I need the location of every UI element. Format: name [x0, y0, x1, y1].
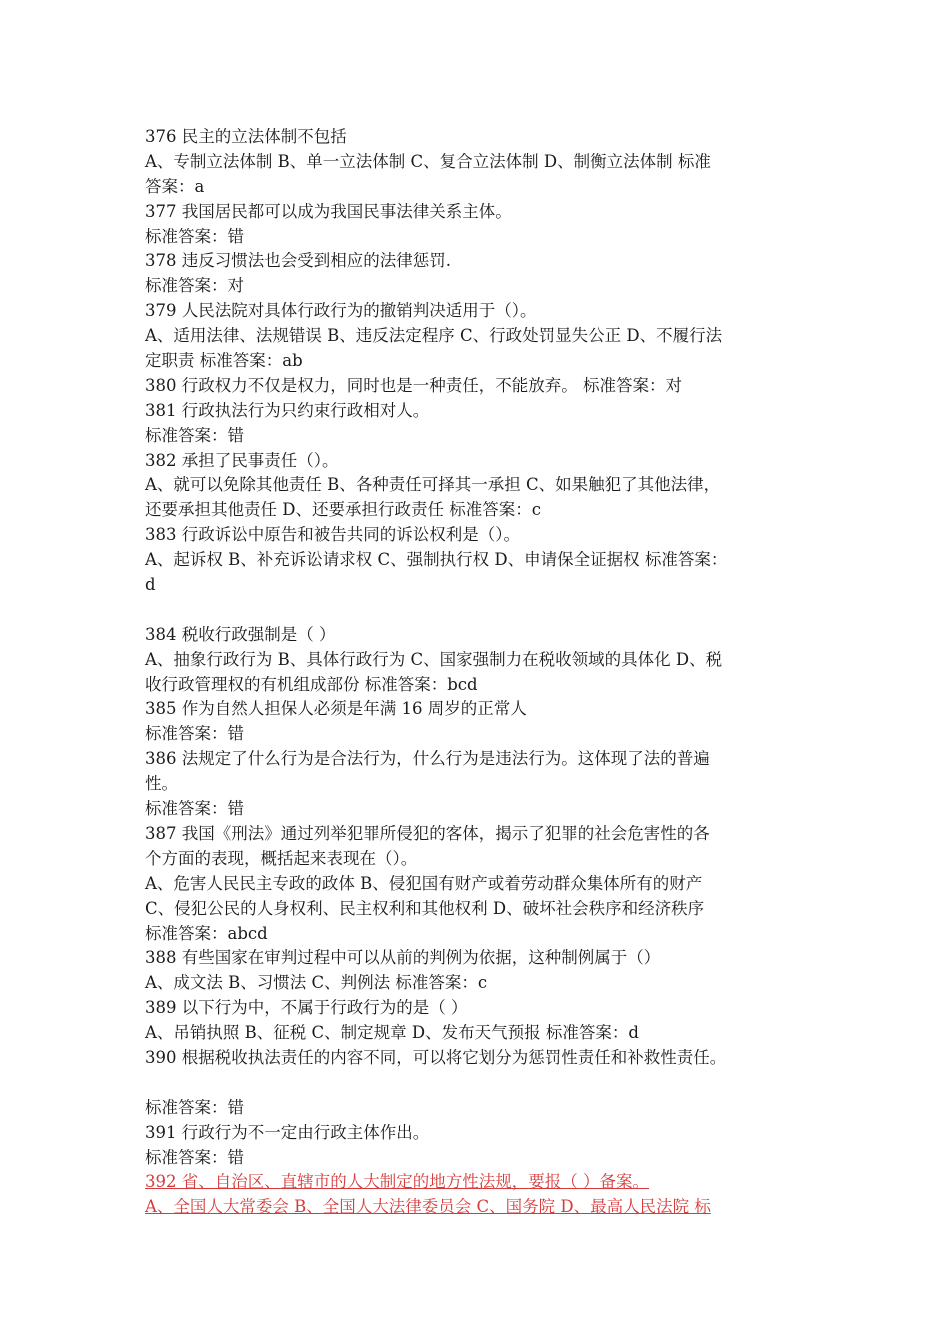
text-line: A、抽象行政行为 B、具体行政行为 C、国家强制力在税收领域的具体化 D、税 — [145, 649, 723, 669]
text-line: 379 人民法院对具体行政行为的撤销判决适用于（）。 — [145, 301, 537, 321]
text-line: 385 作为自然人担保人必须是年满 16 周岁的正常人 — [145, 699, 527, 719]
text-line: 377 我国居民都可以成为我国民事法律关系主体。 — [145, 201, 512, 221]
document-body — [145, 125, 815, 1220]
text-line: 标准答案：错 — [145, 1097, 244, 1117]
text-line: 391 行政行为不一定由行政主体作出。 — [145, 1122, 430, 1142]
text-line: A、全国人大常委会 B、全国人大法律委员会 C、国务院 D、最高人民法院 标 — [145, 1197, 711, 1217]
blank-line — [145, 598, 815, 623]
text-line: A、就可以免除其他责任 B、各种责任可择其一承担 C、如果触犯了其他法律， — [145, 475, 721, 495]
text-line: 收行政管理权的有机组成部份 标准答案：bcd — [145, 674, 478, 694]
text-line: A、适用法律、法规错误 B、违反法定程序 C、行政处罚显失公正 D、不履行法 — [145, 326, 723, 346]
text-line: 378 违反习惯法也会受到相应的法律惩罚. — [145, 251, 451, 271]
text-line: 个方面的表现，概括起来表现在（）。 — [145, 848, 418, 868]
text-line: 376 民主的立法体制不包括 — [145, 127, 347, 146]
text-line: C、侵犯公民的人身权利、民主权利和其他权利 D、破坏社会秩序和经济秩序 — [145, 898, 705, 918]
text-line: 标准答案：错 — [145, 799, 244, 819]
text-line: A、吊销执照 B、征税 C、制定规章 D、发布天气预报 标准答案：d — [145, 1023, 639, 1043]
text-line: 392 省、自治区、直辖市的人大制定的地方性法规，要报（ ）备案。 — [145, 1172, 649, 1192]
text-line: A、起诉权 B、补充诉讼请求权 C、强制执行权 D、申请保全证据权 标准答案： — [145, 550, 728, 570]
text-line: 标准答案：对 — [145, 276, 244, 296]
text-line: 答案：a — [145, 176, 205, 196]
text-line: 还要承担其他责任 D、还要承担行政责任 标准答案：c — [145, 500, 541, 520]
text-line: 384 税收行政强制是（ ） — [145, 624, 336, 644]
text-line: 389 以下行为中，不属于行政行为的是（ ） — [145, 998, 468, 1018]
text-line: 386 法规定了什么行为是合法行为，什么行为是违法行为。这体现了法的普遍 — [145, 749, 710, 769]
text-line: 标准答案：错 — [145, 1147, 244, 1167]
text-line: 380 行政权力不仅是权力，同时也是一种责任，不能放弃。 标准答案：对 — [145, 375, 682, 395]
text-line: 性。 — [145, 774, 178, 794]
text-line: 383 行政诉讼中原告和被告共同的诉讼权利是（）。 — [145, 525, 520, 545]
blank-line — [145, 1071, 815, 1096]
text-line: 标准答案：错 — [145, 724, 244, 744]
text-line: 388 有些国家在审判过程中可以从前的判例为依据，这种制例属于（） — [145, 948, 661, 968]
text-line: 定职责 标准答案：ab — [145, 351, 303, 371]
text-line: A、危害人民民主专政的政体 B、侵犯国有财产或着劳动群众集体所有的财产 — [145, 873, 703, 893]
text-line: 标准答案：错 — [145, 425, 244, 445]
text-line: A、成文法 B、习惯法 C、判例法 标准答案：c — [145, 973, 488, 993]
text-line: 标准答案：错 — [145, 226, 244, 246]
text-line: d — [145, 575, 156, 595]
text-line: 387 我国《刑法》通过列举犯罪所侵犯的客体，揭示了犯罪的社会危害性的各 — [145, 823, 710, 843]
text-line: 标准答案：abcd — [145, 923, 268, 943]
text-line: 381 行政执法行为只约束行政相对人。 — [145, 400, 430, 420]
text-line: 390 根据税收执法责任的内容不同，可以将它划分为惩罚性责任和补救性责任。 — [145, 1047, 727, 1067]
text-line: 382 承担了民事责任（）。 — [145, 450, 339, 470]
text-line: A、专制立法体制 B、单一立法体制 C、复合立法体制 D、制衡立法体制 标准 — [145, 151, 711, 171]
